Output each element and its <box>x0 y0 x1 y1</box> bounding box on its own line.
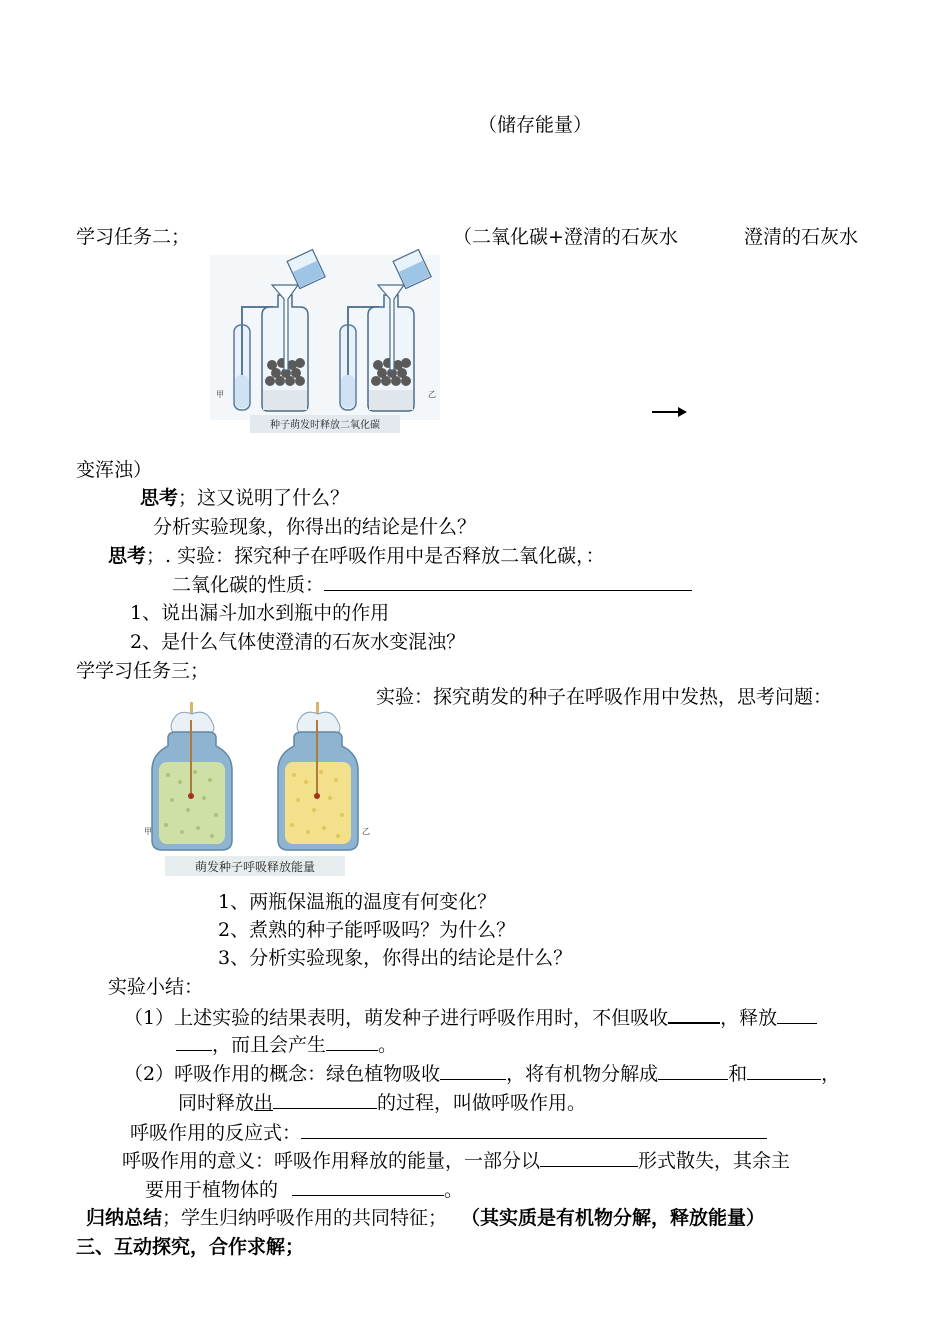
energy-blank-b[interactable] <box>313 1090 377 1109</box>
product2-blank[interactable] <box>747 1061 821 1080</box>
task3-question-2: 2、煮熟的种子能呼吸吗？为什么？ <box>218 919 516 941</box>
energy-blank-a[interactable] <box>273 1090 313 1109</box>
usage-blank[interactable] <box>292 1177 444 1196</box>
co2-property-blank[interactable] <box>324 572 692 591</box>
s2-text-c: 和 <box>728 1063 748 1085</box>
question-2: 2、是什么气体使澄清的石灰水变混浊？ <box>130 631 466 653</box>
analyze1: 分析实验现象，你得出的结论是什么？ <box>153 516 477 538</box>
task2-note-right: 澄清的石灰水 <box>744 226 859 248</box>
formula-label: 呼吸作用的反应式： <box>130 1122 302 1144</box>
right-arrow-icon <box>652 403 688 419</box>
task3-experiment: 实验：探究萌发的种子在呼吸作用中发热，思考问题： <box>376 686 833 708</box>
conclusion-line <box>86 1206 765 1230</box>
s2-text-d: ， <box>821 1063 841 1085</box>
co2-apparatus-illustration <box>210 245 440 440</box>
s2-text-f: 出 <box>254 1092 274 1114</box>
summary-line-2b <box>178 1090 586 1115</box>
section3-heading: 三、互动探究，合作求解； <box>76 1236 305 1258</box>
thermos-right <box>278 702 358 850</box>
meaning-text-a: 呼吸作用的意义：呼吸作用释放的能量，一部分以 <box>122 1150 541 1172</box>
figure2-label-right: 乙 <box>362 827 370 836</box>
think2 <box>108 544 605 568</box>
figure1-label-left: 甲 <box>216 390 224 399</box>
think2-text: ；. 实验：探究种子在呼吸作用中是否释放二氧化碳，： <box>146 545 605 567</box>
product1-blank[interactable] <box>658 1061 728 1080</box>
figure1-label-right: 乙 <box>428 390 436 399</box>
s1-text-a: （1）上述实验的结果表明，萌发种子进行呼吸作用时，不但吸收 <box>124 1007 669 1029</box>
absorb-blank[interactable] <box>668 1004 720 1024</box>
figure2-caption: 萌发种子呼吸释放能量 <box>194 860 316 874</box>
produce-blank[interactable] <box>326 1032 378 1051</box>
think1-text: ；这又说明了什么？ <box>178 487 350 509</box>
heat-blank[interactable] <box>540 1148 638 1167</box>
conclusion-text: ；学生归纳呼吸作用的共同特征； <box>162 1207 448 1229</box>
task3-label: 学学习任务三； <box>76 660 210 682</box>
think1-label: 思考 <box>140 487 179 509</box>
meaning-text-d: 。 <box>444 1179 464 1201</box>
task3-question-3: 3、分析实验现象，你得出的结论是什么？ <box>218 947 573 969</box>
s2-text-e: 同时释放 <box>178 1092 255 1114</box>
s1-text-b: ，释放 <box>720 1007 778 1029</box>
co2-property <box>172 572 692 597</box>
summary-line-1 <box>124 1004 817 1030</box>
task2-note-left: （二氧化碳+澄清的石灰水 <box>453 226 678 248</box>
conclusion-label: 归纳总结 <box>86 1207 163 1229</box>
meaning-text-c: 要用于植物体的 <box>145 1179 279 1201</box>
s2-text-b: ，将有机物分解成 <box>506 1063 659 1085</box>
meaning-line-1 <box>122 1148 790 1173</box>
think1 <box>140 486 349 510</box>
task2-continuation: 变浑浊） <box>76 459 153 481</box>
co2-property-label: 二氧化碳的性质： <box>172 574 325 596</box>
s1-text-c: ，而且会产生 <box>212 1034 327 1056</box>
formula-blank[interactable] <box>301 1120 767 1139</box>
question-1: 1、说出漏斗加水到瓶中的作用 <box>130 602 390 624</box>
s1-text-d: 。 <box>378 1034 398 1056</box>
formula-line <box>130 1120 767 1145</box>
task3-question-1: 1、两瓶保温瓶的温度有何变化？ <box>218 891 497 913</box>
figure2-label-left: 甲 <box>144 827 152 836</box>
task2-label: 学习任务二； <box>76 226 191 248</box>
thermos-illustration <box>140 700 370 878</box>
meaning-line-2 <box>145 1177 463 1202</box>
conclusion-bold: （其实质是有机物分解，释放能量） <box>461 1207 766 1229</box>
thermos-left <box>152 702 232 850</box>
meaning-text-b: 形式散失，其余主 <box>638 1150 791 1172</box>
header-note: （储存能量） <box>478 114 593 136</box>
summary-line-1b <box>176 1032 397 1057</box>
figure-heat-experiment <box>140 700 370 878</box>
figure1-caption: 种子萌发时释放二氧化碳 <box>270 420 380 431</box>
figure-co2-experiment <box>210 245 440 440</box>
s2-text-a: （2）呼吸作用的概念：绿色植物吸收 <box>124 1063 441 1085</box>
concept-absorb-blank[interactable] <box>440 1061 506 1080</box>
release-blank[interactable] <box>777 1005 817 1024</box>
s2-text-g: 的过程，叫做呼吸作用。 <box>377 1092 587 1114</box>
summary-title: 实验小结： <box>108 976 204 998</box>
think2-label: 思考 <box>108 545 147 567</box>
release-blank-cont[interactable] <box>176 1032 212 1051</box>
summary-line-2 <box>124 1061 840 1086</box>
